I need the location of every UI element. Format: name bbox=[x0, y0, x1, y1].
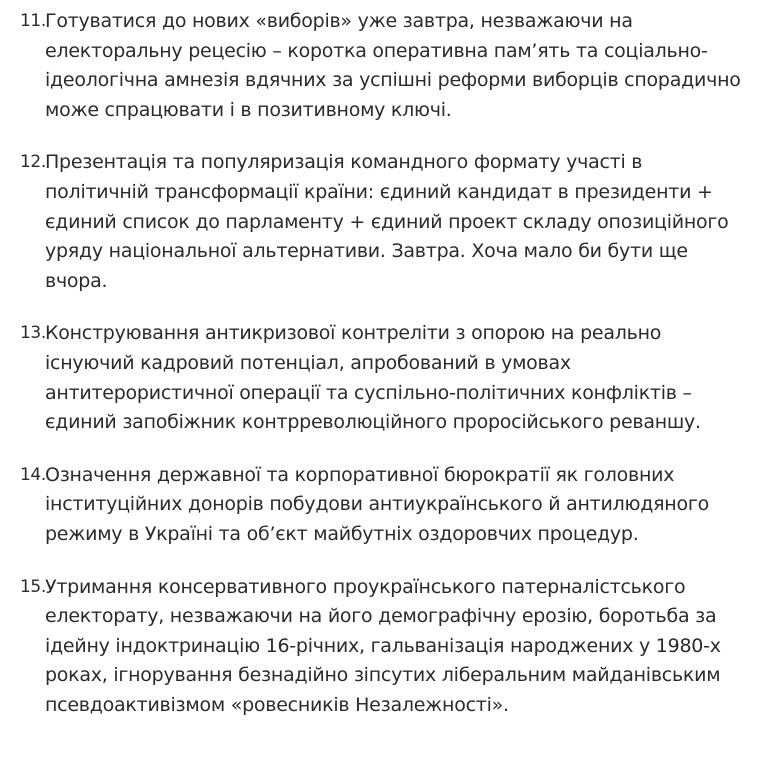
list-item bbox=[20, 573, 750, 721]
document-body bbox=[0, 7, 768, 743]
item-text: Утримання консервативного проукраїнського патерналістського електорату, незважаючи на його демографічну ерозію, боротьба за ідейну індоктринацію 16-річних, гальванізація народжених у 1980-х роках, ігнорування безнадійно зіпсутих ліберальним майданівським псевдоактивізмом «ровесників Незалежності». bbox=[45, 575, 721, 716]
item-number: 12. bbox=[20, 152, 46, 173]
item-number: 11. bbox=[20, 11, 46, 31]
list-item bbox=[20, 461, 750, 550]
item-text: Готуватися до нових «виборів» уже завтра, незважаючи на електоральну рецесію – коротка оперативна пам’ять та соціально-ідеологічна амнезія вдячних за успішні реформи виборців спорадично може спрацювати і в позитивному ключі. bbox=[45, 10, 741, 121]
item-text: Конструювання антикризової контреліти з опорою на реально існуючий кадровий потенціал, апробований в умовах антитерористичної операції та суспільно-політичних конфліктів – єдиний запобіжник контрреволюційного проросійського реваншу. bbox=[45, 322, 701, 434]
list-item bbox=[20, 7, 750, 125]
item-number: 15. bbox=[20, 576, 46, 597]
item-text: Означення державної та корпоративної бюрократії як головних інституційних донорів побудови антиукраїнського й антилюдяного режиму в Україні та об’єкт майбутніх оздоровчих процедур. bbox=[45, 463, 709, 545]
item-text: Презентація та популяризація командного формату участі в політичній трансформації країни: єдиний кандидат в президенти + єдиний список до парламенту + єдиний проект складу опозиційного уряду національної альтернативи. Завтра. Хоча мало би бути ще вчора. bbox=[45, 151, 729, 292]
item-number: 14. bbox=[20, 464, 46, 485]
list-item bbox=[20, 319, 750, 437]
numbered-list bbox=[20, 7, 750, 720]
item-number: 13. bbox=[20, 323, 46, 344]
list-item bbox=[20, 148, 750, 296]
